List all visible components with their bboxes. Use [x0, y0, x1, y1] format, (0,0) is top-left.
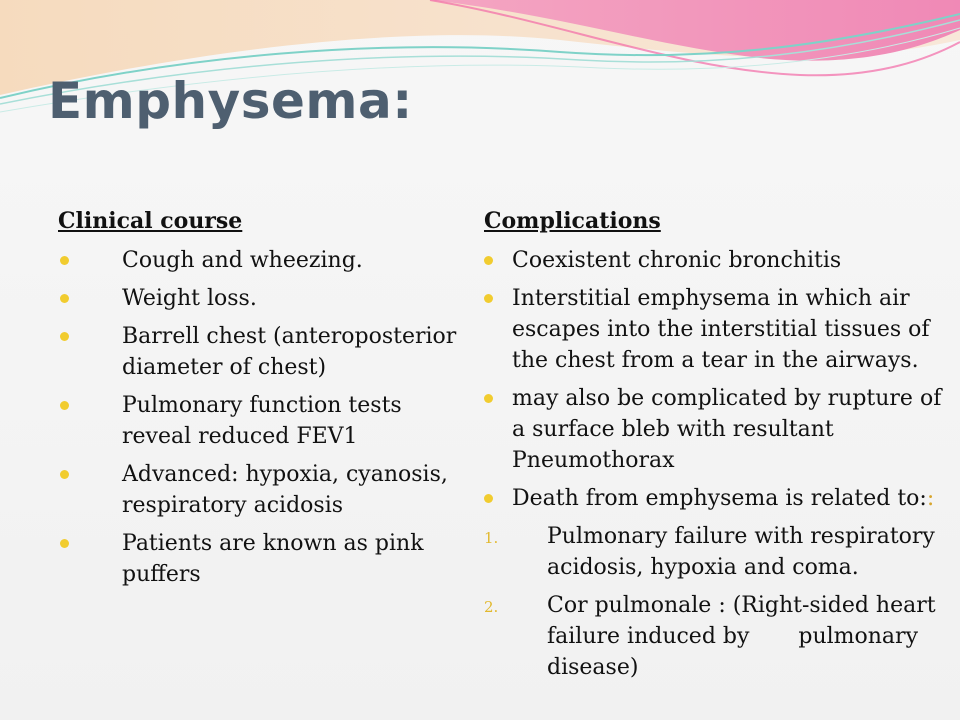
bullet-icon: [484, 256, 493, 265]
bullet-icon: [484, 494, 493, 503]
bullet-icon: [484, 294, 493, 303]
list-number: 1.: [484, 529, 499, 547]
list-item: Barrell chest (anteroposterior diameter of chest): [58, 321, 463, 383]
list-item: Cough and wheezing.: [58, 245, 463, 276]
bullet-icon: [484, 394, 493, 403]
complications-heading: Complications: [484, 208, 661, 234]
death-causes-list: [484, 521, 954, 683]
bullet-icon: [60, 294, 69, 303]
bullet-icon: [60, 332, 69, 341]
bullet-icon: [60, 539, 69, 548]
list-item: Pulmonary function tests reveal reduced FEV1: [58, 390, 463, 452]
bullet-icon: [60, 401, 69, 410]
list-item: Weight loss.: [58, 283, 463, 314]
complications-list: [484, 245, 954, 514]
list-item: may also be complicated by rupture of a surface bleb with resultant Pneumothorax: [484, 383, 954, 476]
list-item: Patients are known as pink puffers: [58, 528, 463, 590]
bullet-icon: [60, 256, 69, 265]
colon-accent: :: [926, 486, 935, 511]
list-item: 1. Pulmonary failure with respiratory acidosis, hypoxia and coma.: [484, 524, 942, 580]
list-item: Advanced: hypoxia, cyanosis, respiratory acidosis: [58, 459, 463, 521]
list-number: 2.: [484, 598, 499, 616]
clinical-course-column: [58, 206, 463, 597]
list-item: Interstitial emphysema in which air escapes into the interstitial tissues of the chest from a tear in the airways.: [484, 283, 954, 376]
list-item: Coexistent chronic bronchitis: [484, 245, 954, 276]
clinical-course-heading: Clinical course: [58, 208, 243, 234]
list-item: 2. Cor pulmonale : (Right-sided heart failure induced by pulmonary disease): [484, 593, 943, 680]
slide-title: Emphysema:: [48, 72, 413, 130]
list-item: Death from emphysema is related to::: [484, 483, 954, 514]
clinical-course-list: [58, 245, 463, 590]
bullet-icon: [60, 470, 69, 479]
complications-column: [484, 206, 954, 690]
